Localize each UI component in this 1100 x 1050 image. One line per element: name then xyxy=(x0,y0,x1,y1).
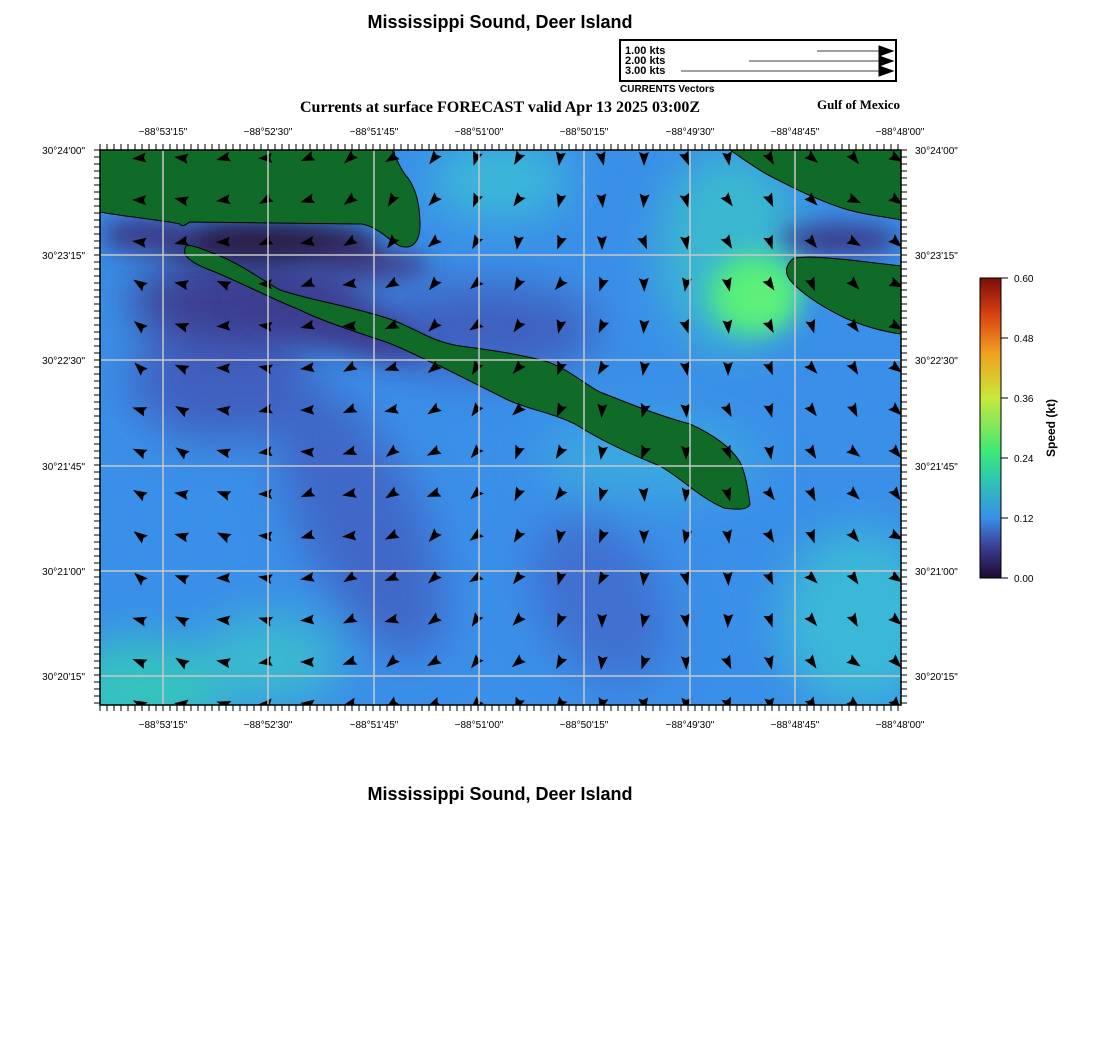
lon-tick-bottom-6: −88°48'45" xyxy=(770,720,820,731)
lat-tick-left-4: 30°21'00" xyxy=(42,567,85,578)
colorbar-tick-0: 0.60 xyxy=(1014,274,1034,285)
lon-tick-top-1: −88°52'30" xyxy=(243,127,293,138)
legend-caption: CURRENTS Vectors xyxy=(620,84,715,95)
forecast-subtitle: Currents at surface FORECAST valid Apr 13 2025 03:00Z xyxy=(299,99,700,116)
lon-tick-top-2: −88°51'45" xyxy=(349,127,399,138)
lon-tick-bottom-7: −88°48'00" xyxy=(875,720,925,731)
lon-tick-top-7: −88°48'00" xyxy=(875,127,925,138)
colorbar-tick-4: 0.12 xyxy=(1014,514,1034,525)
lat-tick-left-0: 30°24'00" xyxy=(42,146,85,157)
colorbar-tick-3: 0.24 xyxy=(1014,454,1034,465)
lat-tick-right-4: 30°21'00" xyxy=(915,567,958,578)
lat-tick-right-3: 30°21'45" xyxy=(915,462,958,473)
lon-tick-top-0: −88°53'15" xyxy=(138,127,188,138)
lon-tick-bottom-3: −88°51'00" xyxy=(454,720,504,731)
lon-tick-bottom-5: −88°49'30" xyxy=(665,720,715,731)
map-title: Mississippi Sound, Deer Island xyxy=(367,12,633,32)
lon-tick-top-6: −88°48'45" xyxy=(770,127,820,138)
colorbar xyxy=(980,274,1058,585)
colorbar-tick-2: 0.36 xyxy=(1014,394,1034,405)
lon-tick-bottom-0: −88°53'15" xyxy=(138,720,188,731)
lon-tick-bottom-4: −88°50'15" xyxy=(559,720,609,731)
lat-tick-left-3: 30°21'45" xyxy=(42,462,85,473)
legend-label-1kt: 1.00 kts xyxy=(625,45,666,57)
footer-title: Mississippi Sound, Deer Island xyxy=(367,784,633,804)
lat-tick-right-5: 30°20'15" xyxy=(915,672,958,683)
lon-tick-top-4: −88°50'15" xyxy=(559,127,609,138)
lat-tick-left-5: 30°20'15" xyxy=(42,672,85,683)
lon-tick-bottom-2: −88°51'45" xyxy=(349,720,399,731)
legend-label-3kt: 3.00 kts xyxy=(625,65,666,77)
colorbar-tick-5: 0.00 xyxy=(1014,574,1034,585)
legend-label-2kt: 2.00 kts xyxy=(625,55,666,67)
speed-field xyxy=(50,140,940,740)
colorbar-label: Speed (kt) xyxy=(1044,398,1058,458)
region-label: Gulf of Mexico xyxy=(816,97,900,112)
lat-tick-right-2: 30°22'30" xyxy=(915,356,958,367)
lon-tick-top-3: −88°51'00" xyxy=(454,127,504,138)
lat-tick-left-1: 30°23'15" xyxy=(42,251,85,262)
lon-tick-top-5: −88°49'30" xyxy=(665,127,715,138)
colorbar-tick-1: 0.48 xyxy=(1014,334,1034,345)
colorbar-gradient xyxy=(980,278,1001,578)
lon-tick-bottom-1: −88°52'30" xyxy=(243,720,293,731)
lat-tick-left-2: 30°22'30" xyxy=(42,356,85,367)
lat-tick-right-1: 30°23'15" xyxy=(915,251,958,262)
lat-tick-right-0: 30°24'00" xyxy=(915,146,958,157)
